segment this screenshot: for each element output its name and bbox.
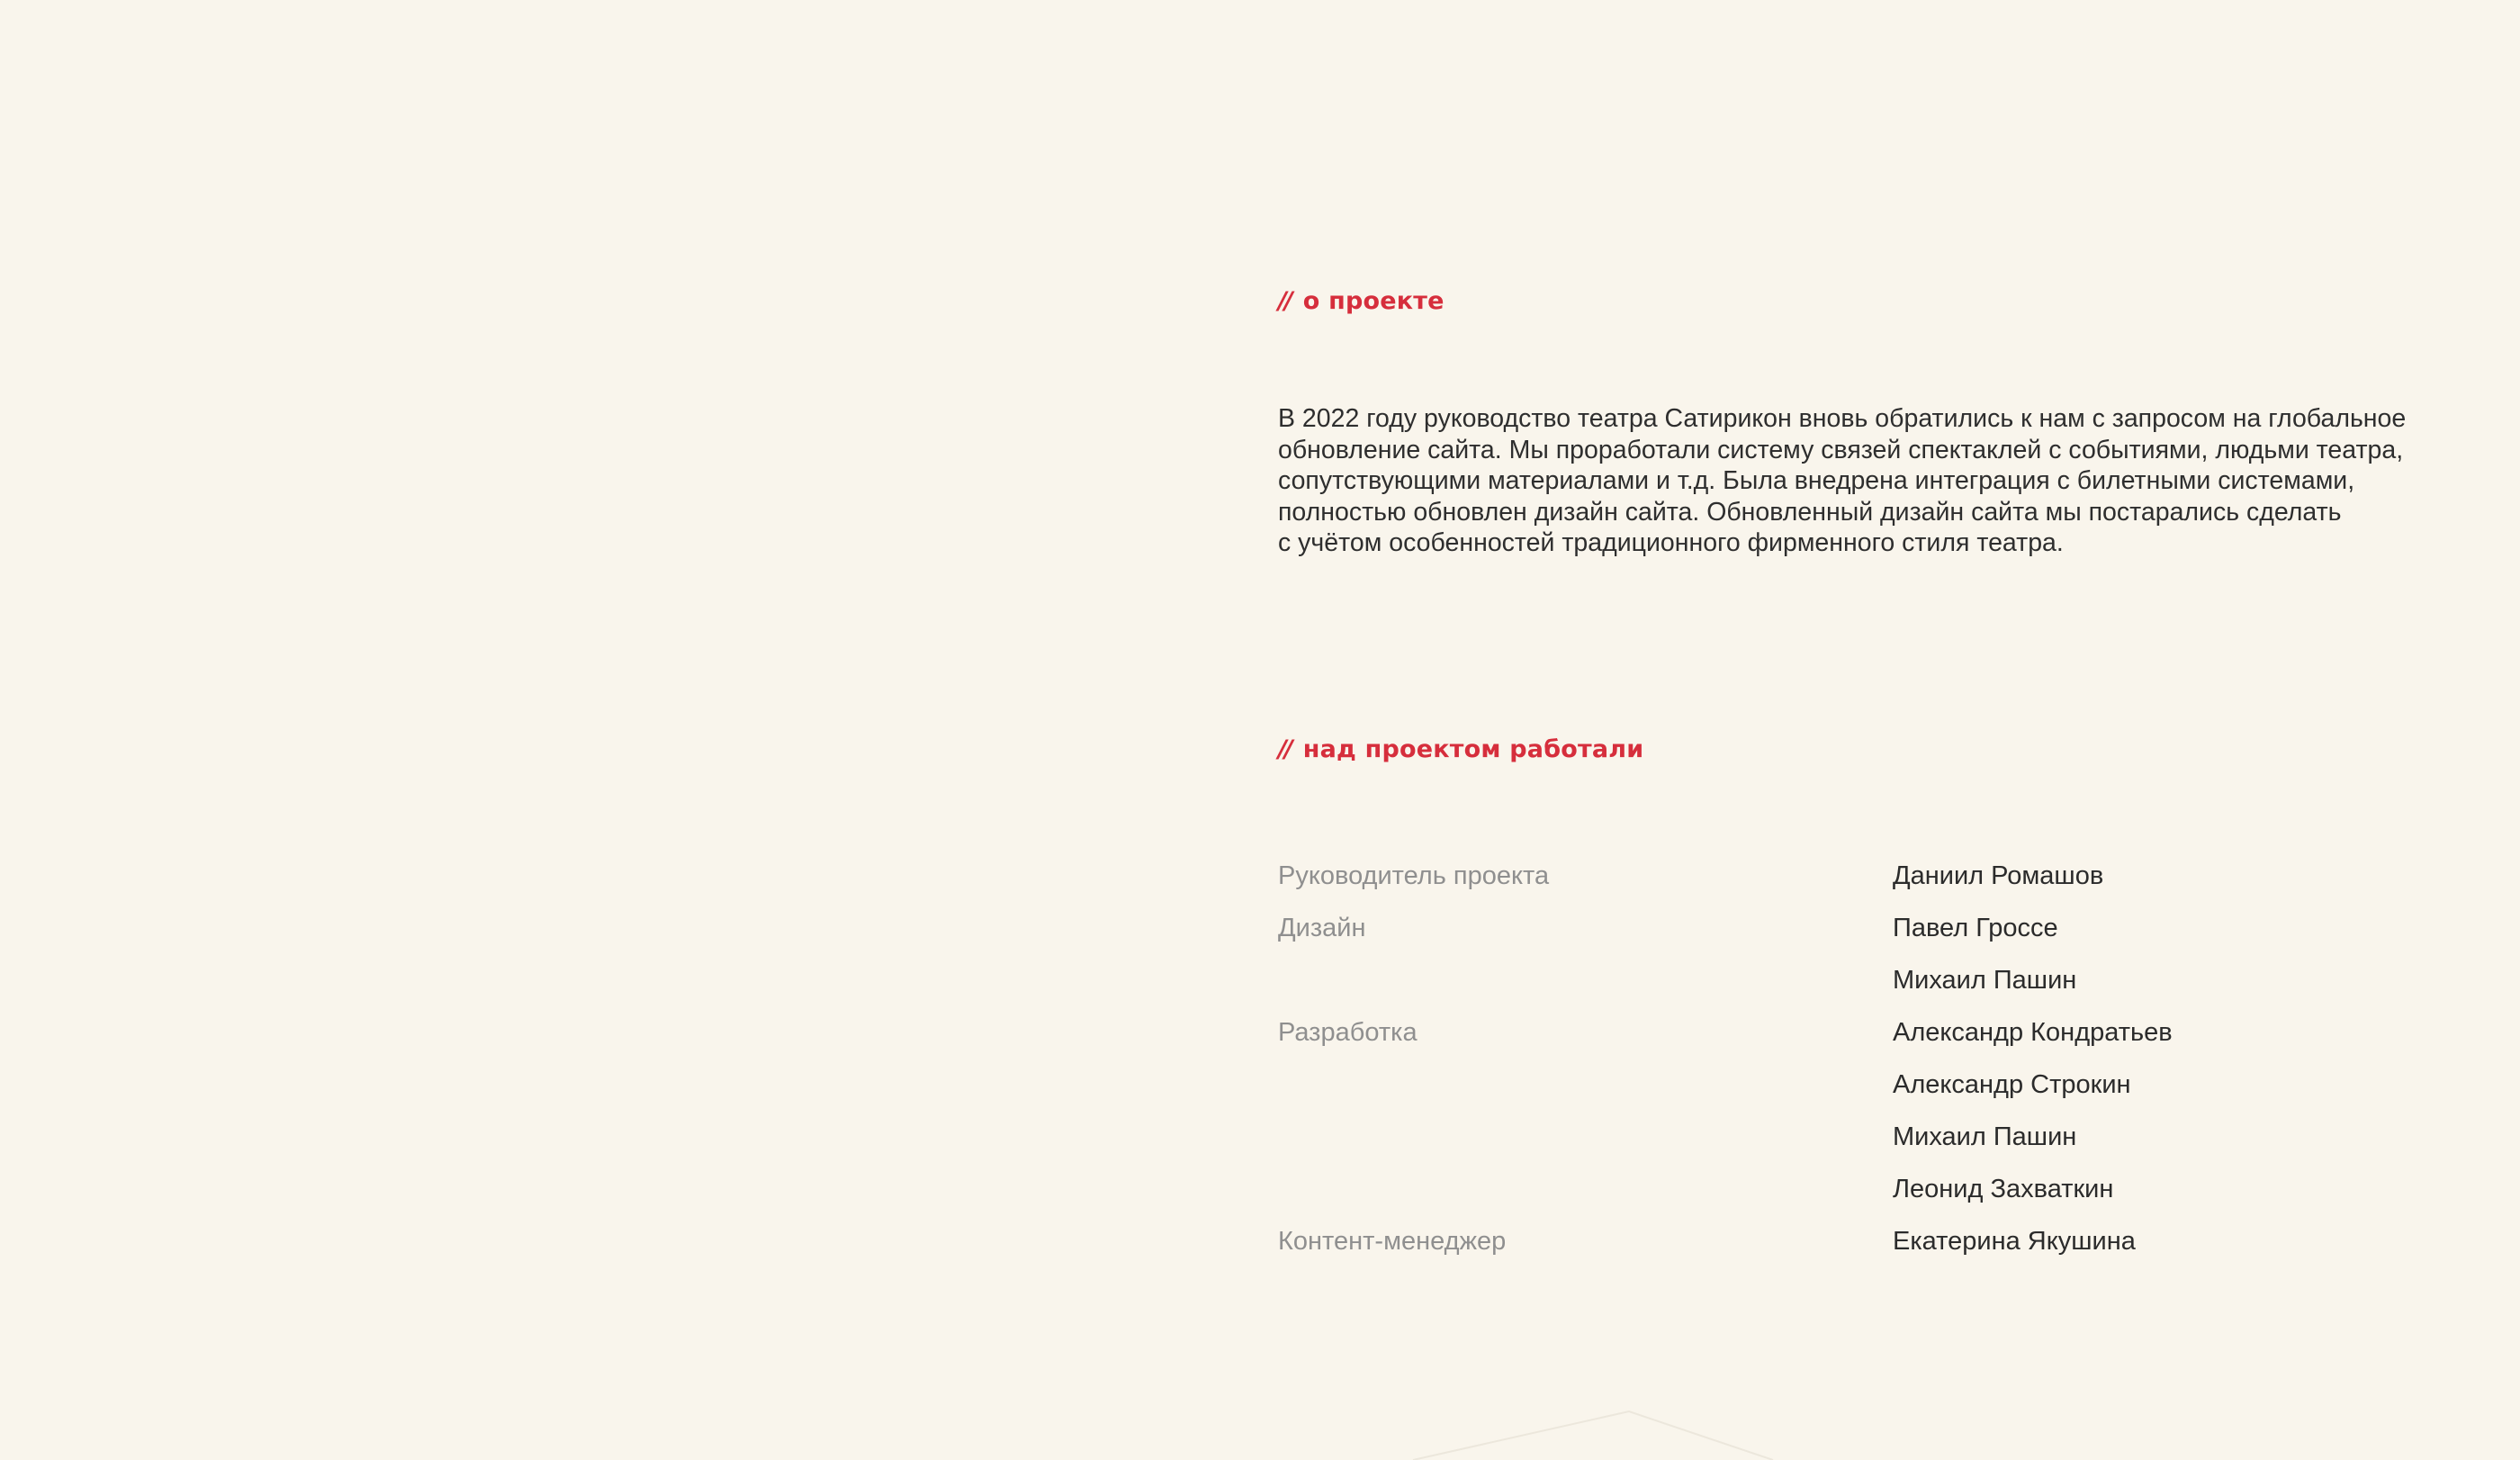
team-row xyxy=(1278,1163,2466,1215)
team-member: Михаил Пашин xyxy=(1893,965,2077,995)
team-row xyxy=(1278,902,2466,954)
team-member: Александр Кондратьев xyxy=(1893,1017,2173,1047)
team-role: Разработка xyxy=(1278,1017,1418,1047)
about-heading-label: о проекте xyxy=(1302,287,1444,315)
team-row xyxy=(1278,1215,2466,1267)
team-heading-label: над проектом работали xyxy=(1302,735,1644,763)
about-heading xyxy=(1278,287,1444,315)
team-member: Александр Строкин xyxy=(1893,1069,2131,1099)
team-member: Даниил Ромашов xyxy=(1893,861,2104,890)
about-description: В 2022 году руководство театра Сатирикон вновь обратились к нам с запросом на глобальное обновление сайта. Мы проработали систему связей спектаклей с событиями, людьми театра, сопутствующими материалами и т.д. Была внедрена интеграция с билетными системами, полностью обновлен дизайн сайта. Обновленный дизайн сайта мы постарались сделать с учётом особенностей традиционного фирменного стиля театра. xyxy=(1278,404,2407,557)
team-row xyxy=(1278,954,2466,1006)
team-role: Дизайн xyxy=(1278,913,1366,942)
team-row xyxy=(1278,1006,2466,1059)
heading-marker: // xyxy=(1278,735,1291,763)
heading-marker: // xyxy=(1278,287,1291,315)
team-member: Леонид Захваткин xyxy=(1893,1174,2114,1203)
team-list xyxy=(1278,850,2466,1267)
team-row xyxy=(1278,1059,2466,1111)
team-role: Руководитель проекта xyxy=(1278,861,1550,890)
team-member: Михаил Пашин xyxy=(1893,1122,2077,1151)
team-member: Екатерина Якушина xyxy=(1893,1226,2136,1256)
team-role: Контент-менеджер xyxy=(1278,1226,1507,1256)
team-row xyxy=(1278,1111,2466,1163)
team-heading xyxy=(1278,735,1643,763)
team-member: Павел Гроссе xyxy=(1893,913,2058,942)
decorative-shape xyxy=(1404,1404,1782,1460)
team-row xyxy=(1278,850,2466,902)
